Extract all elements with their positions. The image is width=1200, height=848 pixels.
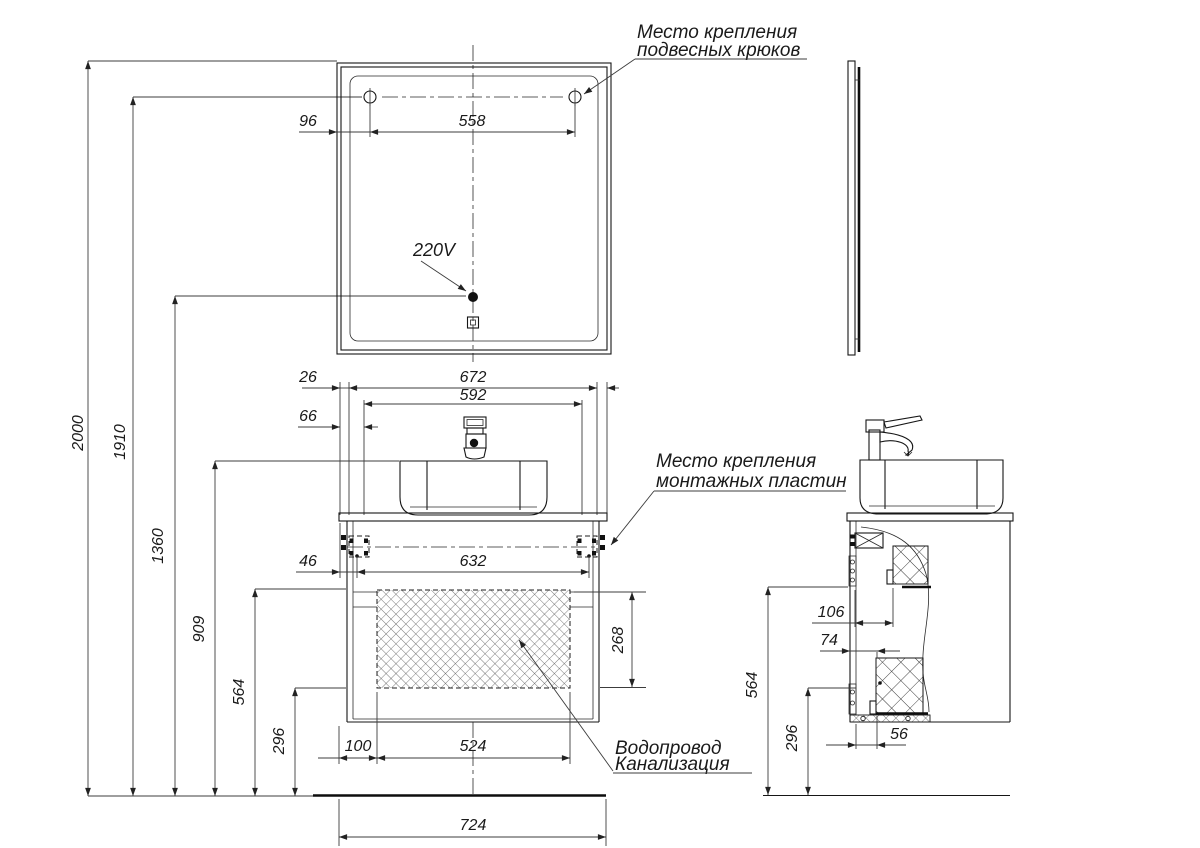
plumbing-note-line1: Водопровод (615, 738, 722, 759)
dim-hook-height: 1910 (112, 424, 129, 460)
plumbing-zone-hatch (377, 590, 570, 688)
plates-note-line2: монтажных пластин (656, 471, 847, 492)
sink-front (400, 461, 547, 515)
side-lower-drain-block (876, 658, 928, 714)
hooks-note (584, 22, 807, 94)
mirror-side-body (848, 61, 855, 355)
dim-hook-spacing: 558 (458, 113, 486, 130)
hooks-note-line2: подвесных крюков (637, 40, 801, 61)
mirror-mid-frame (341, 67, 607, 350)
mounting-plate-right (577, 535, 605, 557)
dim-hatch-top-height: 564 (231, 678, 248, 706)
faucet-front (464, 417, 486, 459)
dim-plate-spacing: 632 (459, 553, 487, 570)
front-top-dimensions (298, 369, 619, 515)
hanging-hook-right (569, 88, 581, 106)
dim-hatch-width: 524 (459, 738, 487, 755)
mirror-side-view (848, 61, 860, 355)
plate-dimensions (296, 523, 591, 578)
dim-side-bottom-depth: 56 (890, 726, 908, 743)
vanity-front-view (296, 417, 646, 794)
dim-base-width: 724 (459, 817, 487, 834)
dim-hook-offset: 96 (299, 113, 317, 130)
dim-hatch-offset: 100 (344, 738, 372, 755)
dim-cabinet-span: 672 (459, 369, 487, 386)
dim-overall-height: 2000 (70, 415, 87, 451)
mirror-outer-frame (337, 63, 611, 354)
countertop-front (339, 513, 607, 521)
power-outlet-marker (412, 240, 479, 328)
dim-side-plate-depth: 106 (817, 604, 845, 621)
plumbing-note-line2: Канализация (615, 754, 730, 775)
sink-side (860, 460, 1003, 514)
dim-side-hatch-top-height: 564 (744, 671, 761, 699)
side-bottom-strip (850, 715, 930, 722)
floor-and-base (313, 796, 606, 847)
plates-note-line1: Место крепления (656, 451, 817, 472)
dim-outlet-height: 1360 (150, 528, 167, 564)
faucet-side (866, 416, 922, 460)
plates-note (611, 451, 847, 545)
dim-hatch-bottom-height: 296 (271, 727, 288, 755)
mounting-plate-left (341, 535, 369, 557)
dim-hatch-height: 268 (610, 626, 627, 654)
side-mounting-plate (850, 533, 883, 548)
dim-plate-offset: 46 (299, 553, 317, 570)
outlet-label: 220V (412, 240, 456, 260)
hanging-hook-left (364, 88, 376, 106)
outlet-point (468, 292, 478, 302)
cabinet-side (849, 521, 1010, 722)
mirror-front-view (299, 45, 611, 362)
dim-bracket-offset: 66 (299, 408, 317, 425)
side-upper-drain-block (887, 546, 931, 587)
dim-countertop-overhang: 26 (299, 369, 317, 386)
dim-side-hatch-bottom-height: 296 (784, 724, 801, 752)
dim-bracket-span: 592 (459, 387, 487, 404)
hooks-note-line1: Место крепления (637, 22, 798, 43)
dim-sink-rim-height: 909 (191, 615, 208, 643)
dim-side-drain-depth: 74 (820, 632, 838, 649)
